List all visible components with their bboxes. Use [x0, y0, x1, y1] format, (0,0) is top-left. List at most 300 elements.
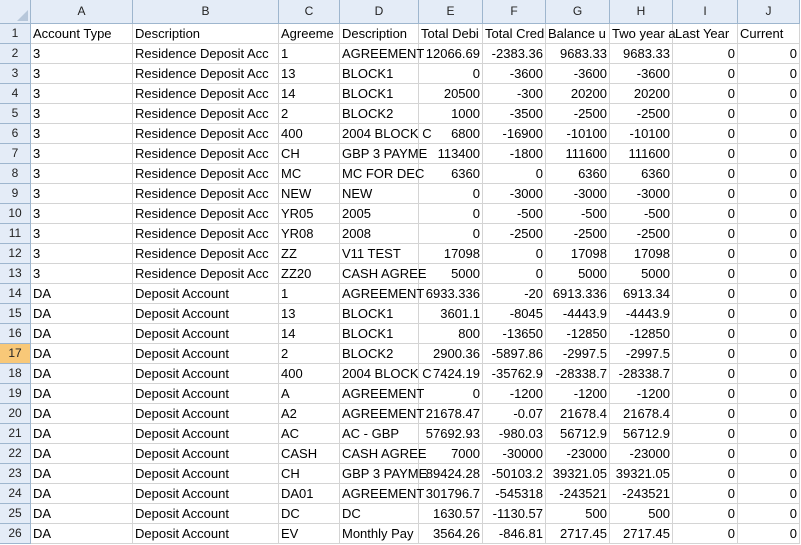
cell-g11[interactable]: -2500: [546, 224, 610, 244]
cell-h9[interactable]: -3000: [610, 184, 673, 204]
row-header[interactable]: 25: [0, 504, 31, 524]
cell-b11[interactable]: Residence Deposit Acc: [133, 224, 279, 244]
cell-c8[interactable]: MC: [279, 164, 340, 184]
table-row: [0, 324, 800, 344]
row-header[interactable]: 19: [0, 384, 31, 404]
cell-g2[interactable]: 9683.33: [546, 44, 610, 64]
cell-b6[interactable]: Residence Deposit Acc: [133, 124, 279, 144]
cell-d10[interactable]: 2005: [340, 204, 419, 224]
cell-f18[interactable]: -35762.9: [483, 364, 546, 384]
cell-i4[interactable]: 0: [673, 84, 738, 104]
cell-j3[interactable]: 0: [738, 64, 800, 84]
cell-h16[interactable]: -12850: [610, 324, 673, 344]
column-header-j[interactable]: J: [738, 0, 800, 24]
cell-d20[interactable]: AGREEMENT: [340, 404, 419, 424]
cell-d9[interactable]: NEW: [340, 184, 419, 204]
cell-c11[interactable]: YR08: [279, 224, 340, 244]
cell-b19[interactable]: Deposit Account: [133, 384, 279, 404]
cell-j8[interactable]: 0: [738, 164, 800, 184]
cell-b23[interactable]: Deposit Account: [133, 464, 279, 484]
cell-a11[interactable]: 3: [31, 224, 133, 244]
cell-a13[interactable]: 3: [31, 264, 133, 284]
cell-g23[interactable]: 39321.05: [546, 464, 610, 484]
cell-a18[interactable]: DA: [31, 364, 133, 384]
cell-e7[interactable]: 113400: [419, 144, 483, 164]
cell-c4[interactable]: 14: [279, 84, 340, 104]
cell-b1[interactable]: Description: [133, 24, 279, 44]
cell-a23[interactable]: DA: [31, 464, 133, 484]
cell-f13[interactable]: 0: [483, 264, 546, 284]
cell-g17[interactable]: -2997.5: [546, 344, 610, 364]
row-header[interactable]: 17: [0, 344, 31, 364]
cell-g15[interactable]: -4443.9: [546, 304, 610, 324]
cell-d2[interactable]: AGREEMENT: [340, 44, 419, 64]
table-row: [0, 84, 800, 104]
cell-e26[interactable]: 3564.26: [419, 524, 483, 544]
cell-d5[interactable]: BLOCK2: [340, 104, 419, 124]
cell-h26[interactable]: 2717.45: [610, 524, 673, 544]
cell-d15[interactable]: BLOCK1: [340, 304, 419, 324]
cell-c14[interactable]: 1: [279, 284, 340, 304]
cell-b20[interactable]: Deposit Account: [133, 404, 279, 424]
row-header[interactable]: 9: [0, 184, 31, 204]
cell-i26[interactable]: 0: [673, 524, 738, 544]
cell-e15[interactable]: 3601.1: [419, 304, 483, 324]
row-header[interactable]: 24: [0, 484, 31, 504]
cell-j25[interactable]: 0: [738, 504, 800, 524]
cell-e11[interactable]: 0: [419, 224, 483, 244]
cell-i2[interactable]: 0: [673, 44, 738, 64]
cell-a4[interactable]: 3: [31, 84, 133, 104]
cell-j1[interactable]: Current: [738, 24, 800, 44]
cell-e16[interactable]: 800: [419, 324, 483, 344]
row-header[interactable]: 1: [0, 24, 31, 44]
cell-g12[interactable]: 17098: [546, 244, 610, 264]
cell-f16[interactable]: -13650: [483, 324, 546, 344]
cell-g1[interactable]: Balance u: [546, 24, 610, 44]
cell-i6[interactable]: 0: [673, 124, 738, 144]
cell-d21[interactable]: AC - GBP: [340, 424, 419, 444]
cell-c10[interactable]: YR05: [279, 204, 340, 224]
column-header-h[interactable]: H: [610, 0, 673, 24]
cell-i16[interactable]: 0: [673, 324, 738, 344]
cell-c15[interactable]: 13: [279, 304, 340, 324]
cell-b16[interactable]: Deposit Account: [133, 324, 279, 344]
cell-f8[interactable]: 0: [483, 164, 546, 184]
cell-c22[interactable]: CASH: [279, 444, 340, 464]
cell-d24[interactable]: AGREEMENT: [340, 484, 419, 504]
cell-c3[interactable]: 13: [279, 64, 340, 84]
cell-j20[interactable]: 0: [738, 404, 800, 424]
cell-a9[interactable]: 3: [31, 184, 133, 204]
cell-b14[interactable]: Deposit Account: [133, 284, 279, 304]
cell-e21[interactable]: 57692.93: [419, 424, 483, 444]
cell-j16[interactable]: 0: [738, 324, 800, 344]
cell-i15[interactable]: 0: [673, 304, 738, 324]
row-header[interactable]: 21: [0, 424, 31, 444]
cell-h23[interactable]: 39321.05: [610, 464, 673, 484]
cell-g24[interactable]: -243521: [546, 484, 610, 504]
cell-b4[interactable]: Residence Deposit Acc: [133, 84, 279, 104]
cell-g10[interactable]: -500: [546, 204, 610, 224]
column-header-i[interactable]: I: [673, 0, 738, 24]
cell-c1[interactable]: Agreeme: [279, 24, 340, 44]
cell-g5[interactable]: -2500: [546, 104, 610, 124]
cell-d6[interactable]: 2004 BLOCK C: [340, 124, 419, 144]
cell-f24[interactable]: -545318: [483, 484, 546, 504]
cell-f19[interactable]: -1200: [483, 384, 546, 404]
row-header[interactable]: 23: [0, 464, 31, 484]
cell-j15[interactable]: 0: [738, 304, 800, 324]
cell-g26[interactable]: 2717.45: [546, 524, 610, 544]
cell-a22[interactable]: DA: [31, 444, 133, 464]
cell-a21[interactable]: DA: [31, 424, 133, 444]
cell-b21[interactable]: Deposit Account: [133, 424, 279, 444]
cell-j21[interactable]: 0: [738, 424, 800, 444]
cell-j2[interactable]: 0: [738, 44, 800, 64]
cell-f23[interactable]: -50103.2: [483, 464, 546, 484]
cell-d4[interactable]: BLOCK1: [340, 84, 419, 104]
cell-e12[interactable]: 17098: [419, 244, 483, 264]
cell-g3[interactable]: -3600: [546, 64, 610, 84]
cell-e14[interactable]: 6933.336: [419, 284, 483, 304]
cell-e25[interactable]: 1630.57: [419, 504, 483, 524]
column-header-d[interactable]: D: [340, 0, 419, 24]
cell-f9[interactable]: -3000: [483, 184, 546, 204]
cell-e24[interactable]: 301796.7: [419, 484, 483, 504]
cell-i14[interactable]: 0: [673, 284, 738, 304]
cell-c25[interactable]: DC: [279, 504, 340, 524]
cell-a2[interactable]: 3: [31, 44, 133, 64]
cell-c18[interactable]: 400: [279, 364, 340, 384]
cell-a19[interactable]: DA: [31, 384, 133, 404]
cell-i12[interactable]: 0: [673, 244, 738, 264]
cell-f26[interactable]: -846.81: [483, 524, 546, 544]
cell-h12[interactable]: 17098: [610, 244, 673, 264]
cell-g22[interactable]: -23000: [546, 444, 610, 464]
cell-j18[interactable]: 0: [738, 364, 800, 384]
cell-d3[interactable]: BLOCK1: [340, 64, 419, 84]
cell-b17[interactable]: Deposit Account: [133, 344, 279, 364]
cell-g4[interactable]: 20200: [546, 84, 610, 104]
cell-a12[interactable]: 3: [31, 244, 133, 264]
cell-a1[interactable]: Account Type: [31, 24, 133, 44]
cell-b24[interactable]: Deposit Account: [133, 484, 279, 504]
cell-f15[interactable]: -8045: [483, 304, 546, 324]
cell-b10[interactable]: Residence Deposit Acc: [133, 204, 279, 224]
row-header[interactable]: 2: [0, 44, 31, 64]
cell-h8[interactable]: 6360: [610, 164, 673, 184]
cell-f1[interactable]: Total Cred: [483, 24, 546, 44]
cell-d17[interactable]: BLOCK2: [340, 344, 419, 364]
cell-f7[interactable]: -1800: [483, 144, 546, 164]
cell-c17[interactable]: 2: [279, 344, 340, 364]
cell-d13[interactable]: CASH AGREE: [340, 264, 419, 284]
cell-g6[interactable]: -10100: [546, 124, 610, 144]
cell-g13[interactable]: 5000: [546, 264, 610, 284]
cell-c6[interactable]: 400: [279, 124, 340, 144]
cell-j14[interactable]: 0: [738, 284, 800, 304]
cell-e13[interactable]: 5000: [419, 264, 483, 284]
cell-h15[interactable]: -4443.9: [610, 304, 673, 324]
cell-a5[interactable]: 3: [31, 104, 133, 124]
cell-j17[interactable]: 0: [738, 344, 800, 364]
cell-h4[interactable]: 20200: [610, 84, 673, 104]
cell-f10[interactable]: -500: [483, 204, 546, 224]
cell-a7[interactable]: 3: [31, 144, 133, 164]
cell-i13[interactable]: 0: [673, 264, 738, 284]
cell-a10[interactable]: 3: [31, 204, 133, 224]
cell-d7[interactable]: GBP 3 PAYME: [340, 144, 419, 164]
cell-d16[interactable]: BLOCK1: [340, 324, 419, 344]
table-row: [0, 24, 800, 44]
cell-d25[interactable]: DC: [340, 504, 419, 524]
cell-g25[interactable]: 500: [546, 504, 610, 524]
cell-h20[interactable]: 21678.4: [610, 404, 673, 424]
cell-c19[interactable]: A: [279, 384, 340, 404]
row-header[interactable]: 16: [0, 324, 31, 344]
cell-j4[interactable]: 0: [738, 84, 800, 104]
row-header[interactable]: 8: [0, 164, 31, 184]
row-header[interactable]: 13: [0, 264, 31, 284]
cell-h13[interactable]: 5000: [610, 264, 673, 284]
cell-j9[interactable]: 0: [738, 184, 800, 204]
cell-b25[interactable]: Deposit Account: [133, 504, 279, 524]
cell-f21[interactable]: -980.03: [483, 424, 546, 444]
cell-d26[interactable]: Monthly Pay: [340, 524, 419, 544]
cell-e18[interactable]: 7424.19: [419, 364, 483, 384]
cell-c23[interactable]: CH: [279, 464, 340, 484]
cell-h3[interactable]: -3600: [610, 64, 673, 84]
cell-j26[interactable]: 0: [738, 524, 800, 544]
cell-h1[interactable]: Two year a: [610, 24, 673, 44]
row-header[interactable]: 14: [0, 284, 31, 304]
row-header[interactable]: 15: [0, 304, 31, 324]
cell-i10[interactable]: 0: [673, 204, 738, 224]
cell-b9[interactable]: Residence Deposit Acc: [133, 184, 279, 204]
cell-c2[interactable]: 1: [279, 44, 340, 64]
cell-f17[interactable]: -5897.86: [483, 344, 546, 364]
select-all-corner[interactable]: [0, 0, 31, 24]
cell-g19[interactable]: -1200: [546, 384, 610, 404]
row-header[interactable]: 12: [0, 244, 31, 264]
cell-j10[interactable]: 0: [738, 204, 800, 224]
row-header[interactable]: 7: [0, 144, 31, 164]
cell-j12[interactable]: 0: [738, 244, 800, 264]
column-header-e[interactable]: E: [419, 0, 483, 24]
cell-g8[interactable]: 6360: [546, 164, 610, 184]
cell-f2[interactable]: -2383.36: [483, 44, 546, 64]
cell-h19[interactable]: -1200: [610, 384, 673, 404]
cell-c16[interactable]: 14: [279, 324, 340, 344]
cell-i25[interactable]: 0: [673, 504, 738, 524]
cell-i5[interactable]: 0: [673, 104, 738, 124]
column-header-c[interactable]: C: [279, 0, 340, 24]
cell-g21[interactable]: 56712.9: [546, 424, 610, 444]
cell-j24[interactable]: 0: [738, 484, 800, 504]
cell-i9[interactable]: 0: [673, 184, 738, 204]
cell-i3[interactable]: 0: [673, 64, 738, 84]
cell-h6[interactable]: -10100: [610, 124, 673, 144]
cell-a14[interactable]: DA: [31, 284, 133, 304]
column-header-g[interactable]: G: [546, 0, 610, 24]
cell-i8[interactable]: 0: [673, 164, 738, 184]
cell-f22[interactable]: -30000: [483, 444, 546, 464]
cell-b18[interactable]: Deposit Account: [133, 364, 279, 384]
cell-b15[interactable]: Deposit Account: [133, 304, 279, 324]
row-header[interactable]: 11: [0, 224, 31, 244]
cell-h11[interactable]: -2500: [610, 224, 673, 244]
cell-e1[interactable]: Total Debi: [419, 24, 483, 44]
cell-h10[interactable]: -500: [610, 204, 673, 224]
cell-b22[interactable]: Deposit Account: [133, 444, 279, 464]
cell-c21[interactable]: AC: [279, 424, 340, 444]
cell-h18[interactable]: -28338.7: [610, 364, 673, 384]
cell-e4[interactable]: 20500: [419, 84, 483, 104]
cell-a15[interactable]: DA: [31, 304, 133, 324]
cell-i22[interactable]: 0: [673, 444, 738, 464]
column-header-b[interactable]: B: [133, 0, 279, 24]
row-header[interactable]: 5: [0, 104, 31, 124]
cell-j22[interactable]: 0: [738, 444, 800, 464]
cell-c5[interactable]: 2: [279, 104, 340, 124]
cell-g9[interactable]: -3000: [546, 184, 610, 204]
cell-c9[interactable]: NEW: [279, 184, 340, 204]
cell-h25[interactable]: 500: [610, 504, 673, 524]
cell-d12[interactable]: V11 TEST: [340, 244, 419, 264]
cell-h21[interactable]: 56712.9: [610, 424, 673, 444]
cell-d23[interactable]: GBP 3 PAYME: [340, 464, 419, 484]
cell-b26[interactable]: Deposit Account: [133, 524, 279, 544]
row-header[interactable]: 18: [0, 364, 31, 384]
row-header[interactable]: 26: [0, 524, 31, 544]
cell-g7[interactable]: 111600: [546, 144, 610, 164]
cell-a3[interactable]: 3: [31, 64, 133, 84]
cell-c7[interactable]: CH: [279, 144, 340, 164]
cell-h17[interactable]: -2997.5: [610, 344, 673, 364]
row-header[interactable]: 10: [0, 204, 31, 224]
cell-f4[interactable]: -300: [483, 84, 546, 104]
cell-i24[interactable]: 0: [673, 484, 738, 504]
cell-c13[interactable]: ZZ20: [279, 264, 340, 284]
cell-e3[interactable]: 0: [419, 64, 483, 84]
cell-j23[interactable]: 0: [738, 464, 800, 484]
cell-d18[interactable]: 2004 BLOCK C: [340, 364, 419, 384]
cell-e19[interactable]: 0: [419, 384, 483, 404]
cell-h7[interactable]: 111600: [610, 144, 673, 164]
cell-g16[interactable]: -12850: [546, 324, 610, 344]
cell-f5[interactable]: -3500: [483, 104, 546, 124]
cell-d11[interactable]: 2008: [340, 224, 419, 244]
cell-i20[interactable]: 0: [673, 404, 738, 424]
cell-a25[interactable]: DA: [31, 504, 133, 524]
cell-c12[interactable]: ZZ: [279, 244, 340, 264]
cell-b7[interactable]: Residence Deposit Acc: [133, 144, 279, 164]
cell-e20[interactable]: 21678.47: [419, 404, 483, 424]
cell-e6[interactable]: 6800: [419, 124, 483, 144]
cell-d22[interactable]: CASH AGREE: [340, 444, 419, 464]
cell-i11[interactable]: 0: [673, 224, 738, 244]
row-header[interactable]: 22: [0, 444, 31, 464]
column-header-f[interactable]: F: [483, 0, 546, 24]
cell-e17[interactable]: 2900.36: [419, 344, 483, 364]
cell-d8[interactable]: MC FOR DEC: [340, 164, 419, 184]
cell-j13[interactable]: 0: [738, 264, 800, 284]
cell-f6[interactable]: -16900: [483, 124, 546, 144]
cell-e8[interactable]: 6360: [419, 164, 483, 184]
column-header-a[interactable]: A: [31, 0, 133, 24]
cell-g18[interactable]: -28338.7: [546, 364, 610, 384]
cell-j19[interactable]: 0: [738, 384, 800, 404]
cell-i7[interactable]: 0: [673, 144, 738, 164]
cell-f3[interactable]: -3600: [483, 64, 546, 84]
cell-f20[interactable]: -0.07: [483, 404, 546, 424]
cell-a17[interactable]: DA: [31, 344, 133, 364]
cell-i23[interactable]: 0: [673, 464, 738, 484]
cell-f25[interactable]: -1130.57: [483, 504, 546, 524]
cell-j11[interactable]: 0: [738, 224, 800, 244]
cell-j6[interactable]: 0: [738, 124, 800, 144]
cell-b8[interactable]: Residence Deposit Acc: [133, 164, 279, 184]
cell-b5[interactable]: Residence Deposit Acc: [133, 104, 279, 124]
cell-j7[interactable]: 0: [738, 144, 800, 164]
cell-e22[interactable]: 7000: [419, 444, 483, 464]
cell-c26[interactable]: EV: [279, 524, 340, 544]
cell-e10[interactable]: 0: [419, 204, 483, 224]
cell-h2[interactable]: 9683.33: [610, 44, 673, 64]
cell-d19[interactable]: AGREEMENT: [340, 384, 419, 404]
row-header[interactable]: 6: [0, 124, 31, 144]
cell-c24[interactable]: DA01: [279, 484, 340, 504]
row-header[interactable]: 20: [0, 404, 31, 424]
cell-e2[interactable]: 12066.69: [419, 44, 483, 64]
cell-i21[interactable]: 0: [673, 424, 738, 444]
cell-d14[interactable]: AGREEMENT: [340, 284, 419, 304]
cell-e23[interactable]: 89424.28: [419, 464, 483, 484]
cell-e5[interactable]: 1000: [419, 104, 483, 124]
cell-a16[interactable]: DA: [31, 324, 133, 344]
row-header[interactable]: 4: [0, 84, 31, 104]
cell-i19[interactable]: 0: [673, 384, 738, 404]
cell-d1[interactable]: Description: [340, 24, 419, 44]
cell-a26[interactable]: DA: [31, 524, 133, 544]
cell-b3[interactable]: Residence Deposit Acc: [133, 64, 279, 84]
cell-a24[interactable]: DA: [31, 484, 133, 504]
cell-e9[interactable]: 0: [419, 184, 483, 204]
cell-a20[interactable]: DA: [31, 404, 133, 424]
cell-i1[interactable]: Last Year: [673, 24, 738, 44]
cell-a6[interactable]: 3: [31, 124, 133, 144]
cell-f11[interactable]: -2500: [483, 224, 546, 244]
cell-c20[interactable]: A2: [279, 404, 340, 424]
cell-f12[interactable]: 0: [483, 244, 546, 264]
cell-i18[interactable]: 0: [673, 364, 738, 384]
cell-b13[interactable]: Residence Deposit Acc: [133, 264, 279, 284]
cell-g20[interactable]: 21678.4: [546, 404, 610, 424]
cell-b2[interactable]: Residence Deposit Acc: [133, 44, 279, 64]
cell-f14[interactable]: -20: [483, 284, 546, 304]
cell-h5[interactable]: -2500: [610, 104, 673, 124]
cell-b12[interactable]: Residence Deposit Acc: [133, 244, 279, 264]
cell-g14[interactable]: 6913.336: [546, 284, 610, 304]
cell-h24[interactable]: -243521: [610, 484, 673, 504]
row-header[interactable]: 3: [0, 64, 31, 84]
cell-h14[interactable]: 6913.34: [610, 284, 673, 304]
cell-j5[interactable]: 0: [738, 104, 800, 124]
cell-i17[interactable]: 0: [673, 344, 738, 364]
cell-h22[interactable]: -23000: [610, 444, 673, 464]
cell-a8[interactable]: 3: [31, 164, 133, 184]
